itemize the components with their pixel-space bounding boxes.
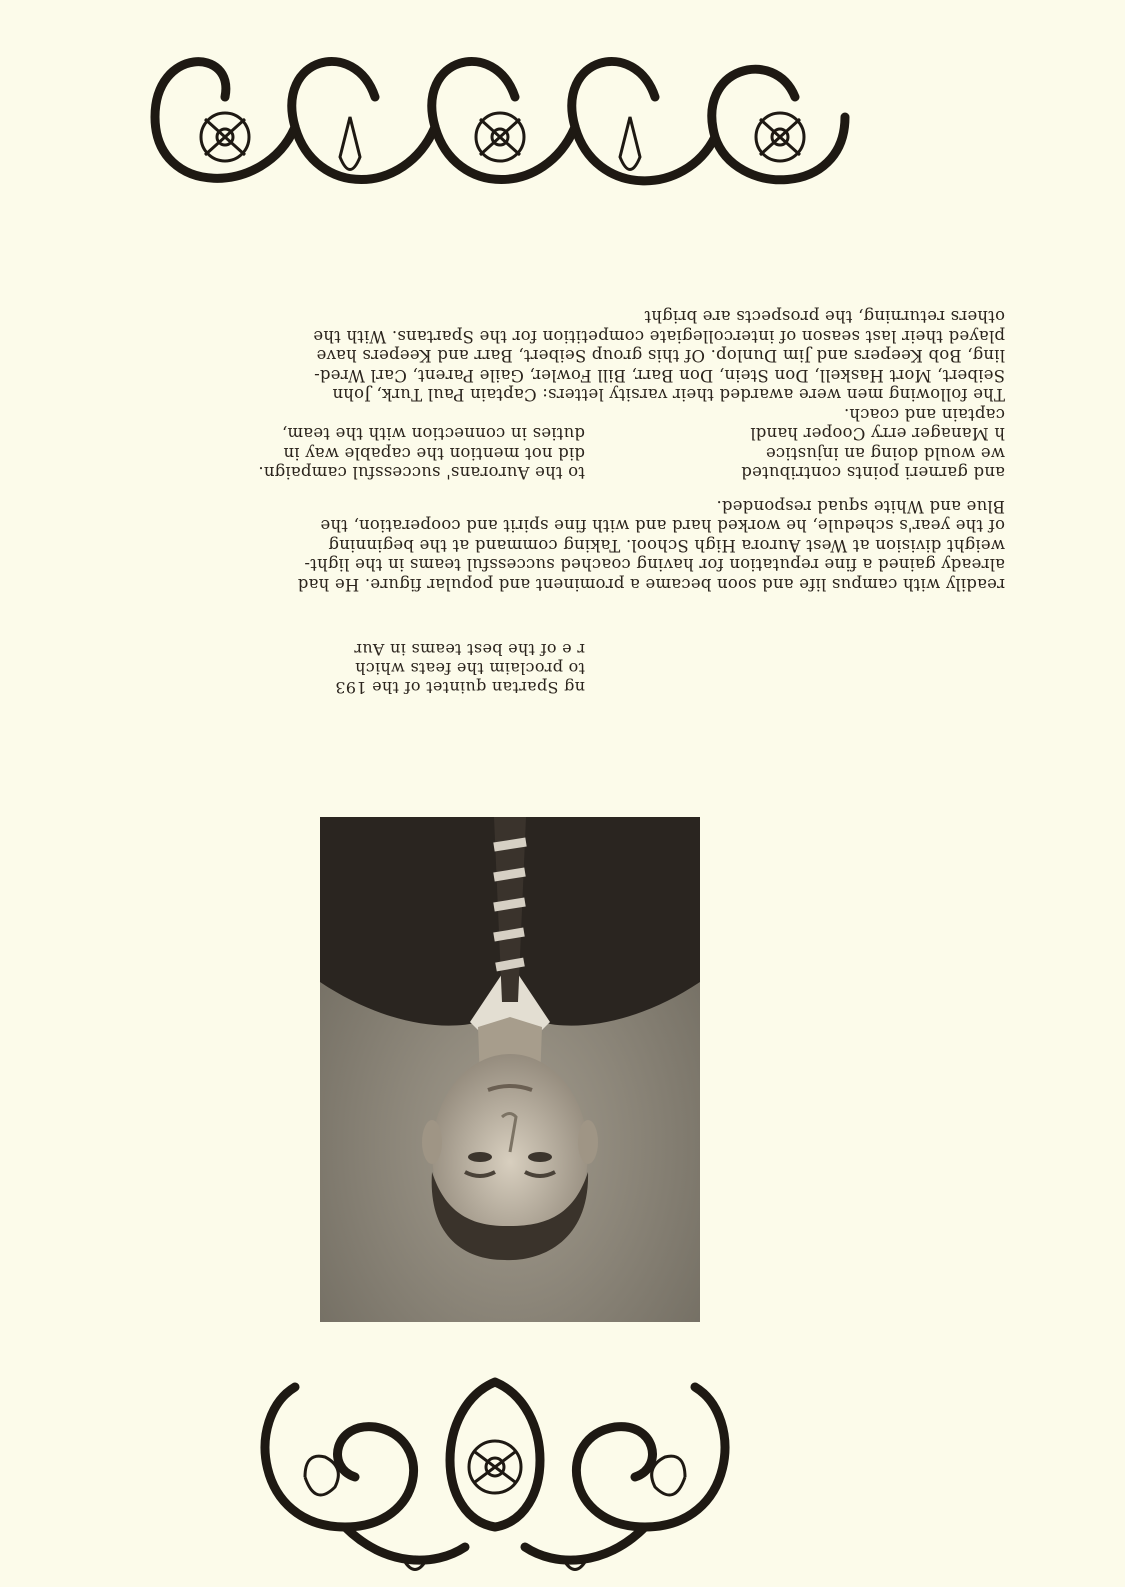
top-scroll-ornament (235, 1357, 755, 1587)
split-left: and garneri points contributed (741, 463, 1005, 483)
split-right: to the Aurorans' successful campaign. (258, 463, 585, 483)
paragraph-line: readily with campus life and soon became a prominent and popular figure. He had (297, 575, 1005, 594)
split-right: duties in connection with the team, (281, 424, 585, 444)
intro-text (185, 640, 585, 697)
coach-portrait-photo (320, 817, 700, 1322)
paragraph-line: ling, Bob Keepers and Jim Dunlop. Of this group Seibert, Barr and Keepers have (316, 346, 1005, 366)
article-body (125, 307, 1005, 594)
paragraph-line: Blue and White squad responded. (716, 497, 1005, 516)
intro-line: to proclaim the feats which (354, 659, 585, 678)
paragraph-line: The following men were awarded their varsity letters: Captain Paul Turk, John (332, 385, 1005, 405)
split-line (125, 424, 1005, 444)
paragraph-line: others returning, the prospects are bright (644, 307, 1005, 327)
split-left: h Manager erry Cooper handl (750, 424, 1005, 444)
portrait-image (320, 817, 700, 1322)
paragraph-line: captain and coach. (843, 405, 1005, 424)
scroll-ornament-icon (115, 17, 885, 217)
split-left: we would doing an injustice (765, 444, 1005, 463)
split-line (125, 463, 1005, 483)
paragraph-line: Seibert, Mort Haskell, Don Stein, Don Barr, Bill Fowler, Gaile Parent, Carl Wred- (313, 366, 1005, 385)
split-line (125, 444, 1005, 464)
paragraph-line: weight division at West Aurora High School. Taking command at the beginning (328, 536, 1005, 555)
bottom-scroll-ornament (115, 17, 885, 217)
scroll-ornament-icon (235, 1357, 755, 1587)
split-right: did not mention the capable way in (283, 444, 585, 463)
paragraph-line: of the year's schedule, he worked hard and with fine spirit and cooperation, the (320, 516, 1005, 536)
paragraph-line: already gained a fine reputation for having coached successful teams in the light- (304, 555, 1005, 575)
intro-line: ng Spartan quintet of the 193 (335, 678, 585, 697)
intro-line: r e of the best teams in Aur (354, 640, 585, 659)
paragraph-line: played their last season of intercollegiate competition for the Spartans. With the (313, 327, 1005, 346)
